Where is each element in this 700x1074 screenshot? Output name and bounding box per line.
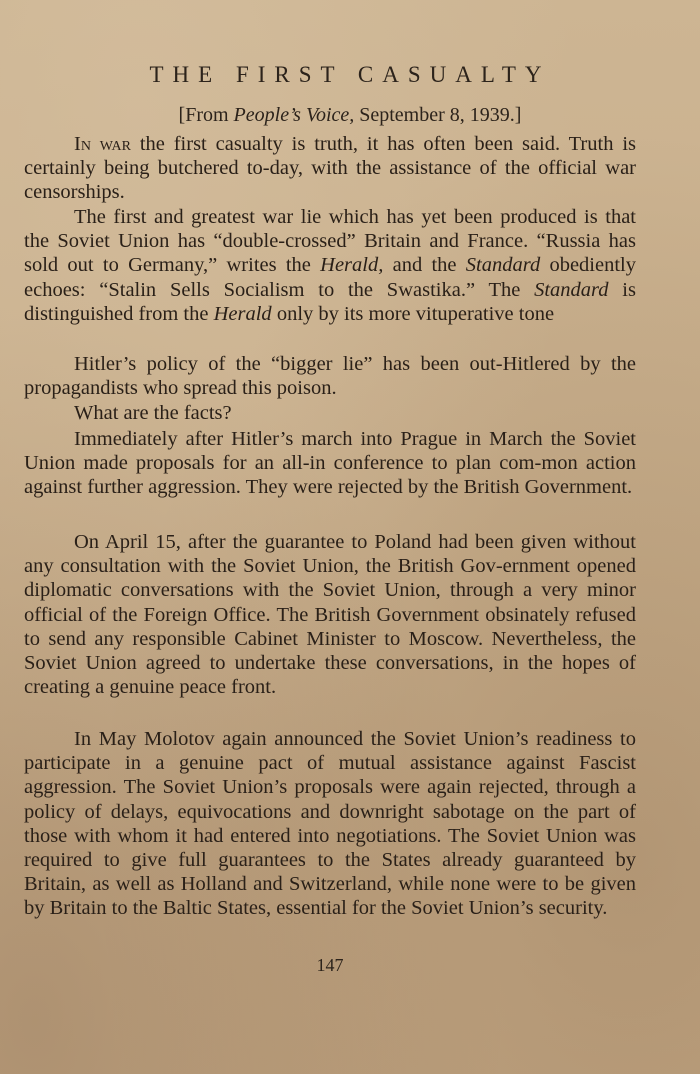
paragraph-3 (24, 352, 636, 400)
paragraph-2-standard: Standard (465, 254, 541, 277)
page-number: 147 (316, 955, 344, 975)
paragraph-4-text: What are the facts? (74, 402, 232, 424)
paragraph-2-herald: Herald, (320, 254, 384, 277)
paragraph-1-lead: In war (74, 133, 131, 155)
source-line (0, 104, 700, 127)
paragraph-4 (24, 401, 636, 425)
source-date: September 8, 1939.] (354, 104, 522, 126)
source-publication: People’s Voice, (233, 104, 355, 126)
paragraph-1-text: the first casualty is truth, it has often been said. Truth is certainly being butchered to-day, with the assistance of the official war censorships. (24, 133, 636, 204)
paragraph-6-text: On April 15, after the guarantee to Poland had been given without any consultation with the Soviet Union, the British Gov-ernment opened diplomatic conversations with the Soviet Union, through a very minor official of the Foreign Office. The British Government obsinately refused to send any responsible Cabinet Minister to Moscow. Nevertheless, the Soviet Union agreed to undertake these conversations, in the hopes of creating a genuine peace front. (24, 531, 636, 699)
paragraph-2-part-a: The first and greatest war lie which has yet been produced is that the Soviet Union has “double-crossed” Britain and France. “Russia has sold out to Germany,” writes the (24, 206, 636, 277)
paragraph-2 (24, 205, 636, 326)
page-title: THE FIRST CASUALTY (149, 62, 551, 87)
paragraph-7 (24, 727, 636, 921)
paragraph-5-text: Immediately after Hitler’s march into Prague in March the Soviet Union made proposals for an all-in conference to plan com-mon action against further aggression. They were rejected by the British Government. (24, 428, 636, 499)
paragraph-3-text: Hitler’s policy of the “bigger lie” has been out-Hitlered by the propagandists who spread this poison. (24, 353, 636, 400)
paragraph-2-herald-second: Herald (213, 302, 272, 325)
source-open: [From (178, 104, 234, 126)
paragraph-2-part-c: obediently echoes: “Stalin Sells Socialism to the Swastika.” The (24, 254, 636, 301)
paragraph-2-standard-second: Standard (534, 278, 609, 301)
paragraph-6 (24, 530, 636, 699)
paragraph-2-part-d: is distinguished from the (24, 278, 636, 325)
paragraph-2-part-e: only by its more vituperative tone (271, 302, 555, 325)
paragraph-7-text: In May Molotov again announced the Soviet Union’s readiness to participate in a genuine pact of mutual assistance against Fascist aggression. The Soviet Union’s proposals were again rejected, through a policy of delays, equivocations and downright sabotage on the part of those with whom it had entered into negotiations. The Soviet Union was required to give full guarantees to the States already guaranteed by Britain, as well as Holland and Switzerland, while none were to be given by Britain to the Baltic States, essential for the Soviet Union’s security. (24, 728, 636, 920)
paragraph-1 (24, 132, 636, 205)
paragraph-2-part-b: and the (383, 254, 466, 277)
paragraph-5 (24, 427, 636, 500)
